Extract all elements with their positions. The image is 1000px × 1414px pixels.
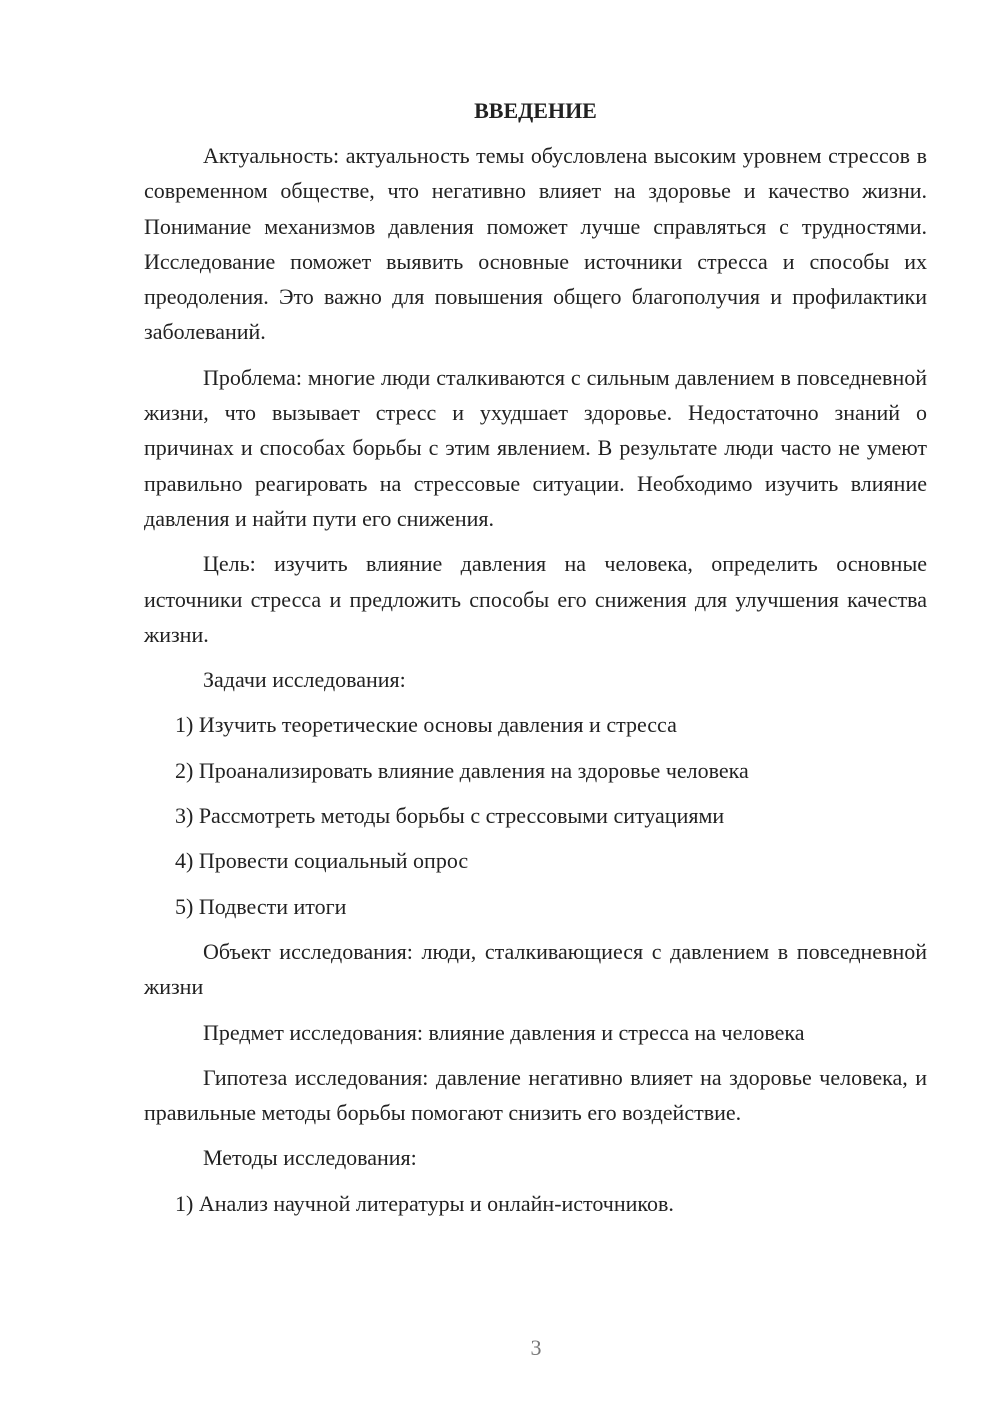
- object-paragraph: Объект исследования: люди, сталкивающиеся с давлением в повседневной жизни: [144, 938, 927, 1000]
- task-item: 1) Изучить теоретические основы давления и стресса: [175, 712, 677, 738]
- tasks-title: Задачи исследования:: [203, 667, 406, 693]
- methods-title: Методы исследования:: [203, 1145, 417, 1171]
- task-item: 5) Подвести итоги: [175, 893, 347, 919]
- page-number: 3: [530, 1335, 542, 1360]
- section-heading: ВВЕДЕНИЕ: [474, 98, 597, 123]
- task-item: 2) Проанализировать влияние давления на здоровье человека: [175, 757, 749, 783]
- method-item: 1) Анализ научной литературы и онлайн-источников.: [175, 1190, 674, 1216]
- relevance-paragraph: Актуальность: актуальность темы обусловлена высоким уровнем стрессов в современном обществе, что негативно влияет на здоровье и качество жизни. Понимание механизмов давления поможет лучше справляться с трудностями. Исследование поможет выявить основные источники стресса и способы их преодоления. Это важно для повышения общего благополучия и профилактики заболеваний.: [144, 143, 927, 345]
- subject-paragraph: Предмет исследования: влияние давления и стресса на человека: [203, 1019, 805, 1045]
- task-item: 4) Провести социальный опрос: [175, 848, 469, 874]
- hypothesis-paragraph: Гипотеза исследования: давление негативно влияет на здоровье человека, и правильные методы борьбы помогают снизить его воздействие.: [144, 1064, 927, 1126]
- task-item: 3) Рассмотреть методы борьбы с стрессовыми ситуациями: [175, 803, 725, 829]
- problem-paragraph: Проблема: многие люди сталкиваются с сильным давлением в повседневной жизни, что вызывает стресс и ухудшает здоровье. Недостаточно знаний о причинах и способах борьбы с этим явлением. В результате люди часто не умеют правильно реагировать на стрессовые ситуации. Необходимо изучить влияние давления и найти пути его снижения.: [144, 364, 927, 531]
- page-content: [144, 93, 927, 1231]
- goal-paragraph: Цель: изучить влияние давления на человека, определить основные источники стресса и предложить способы его снижения для улучшения качества жизни.: [144, 551, 927, 647]
